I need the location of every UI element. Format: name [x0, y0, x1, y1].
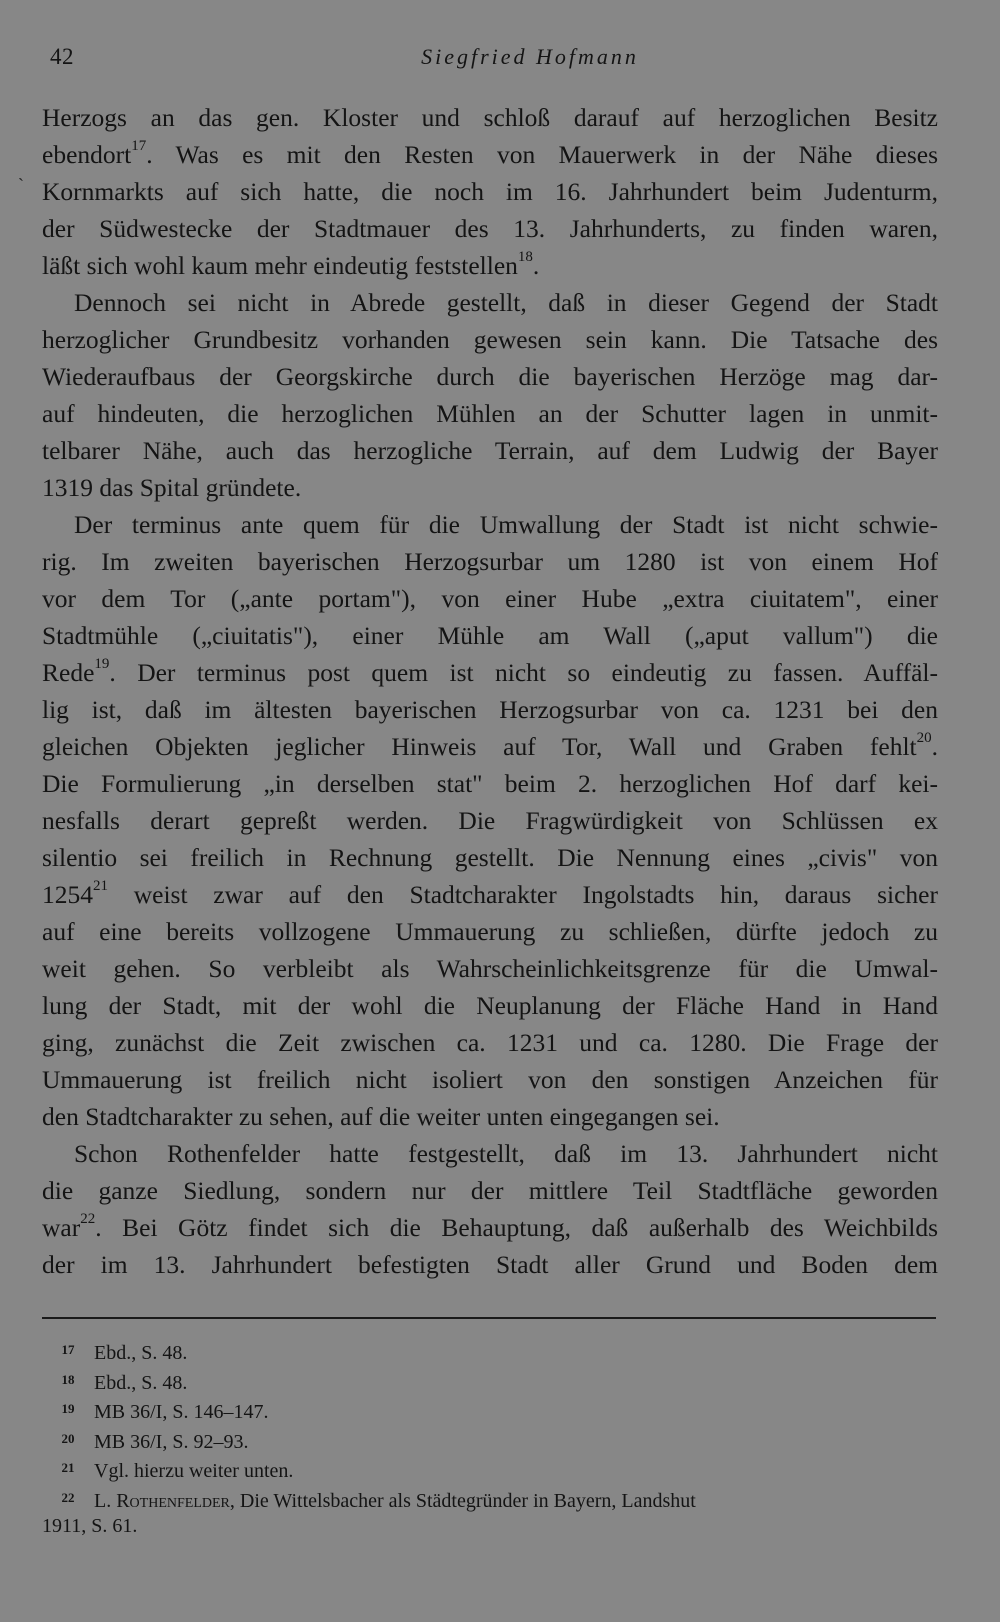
page-header [50, 44, 950, 76]
body-line-text: herzoglicher Grundbesitz vorhanden gewesen sein kann. Die Tatsache des [42, 325, 938, 354]
body-line [42, 802, 938, 839]
body-line [42, 691, 938, 728]
body-text [42, 99, 938, 1283]
body-line [42, 99, 938, 136]
footnote-number: 22 [61, 1489, 75, 1505]
body-line [42, 173, 938, 210]
body-line [42, 839, 938, 876]
body-line [42, 210, 938, 247]
body-line [42, 876, 938, 913]
footnote-continuation: 1911, S. 61. [42, 1515, 138, 1537]
body-line-text: weit gehen. So verbleibt als Wahrscheinlichkeitsgrenze für die Umwal- [42, 954, 938, 983]
body-line-text: der Südwestecke der Stadtmauer des 13. Jahrhunderts, zu finden waren, [42, 214, 938, 243]
body-line [42, 580, 938, 617]
footnote-number: 20 [61, 1430, 75, 1446]
body-line-text: auf hindeuten, die herzoglichen Mühlen an der Schutter lagen in unmit- [42, 399, 938, 428]
body-line-text: den Stadtcharakter zu sehen, auf die weiter unten eingegangen sei. [42, 1102, 720, 1131]
body-line-text: war [42, 1213, 81, 1242]
body-line-text: 1254 [42, 880, 93, 909]
body-line [42, 136, 938, 173]
footnote-reference[interactable]: 17 [131, 137, 147, 154]
body-line [42, 395, 938, 432]
body-line-text: Schon Rothenfelder hatte festgestellt, daß im 13. Jahrhundert nicht [74, 1139, 938, 1168]
footnote-reference[interactable]: 20 [916, 729, 932, 746]
footnote [42, 1367, 938, 1397]
body-line-text: . [532, 251, 540, 280]
body-line-text: . Bei Götz findet sich die Behauptung, daß außerhalb des Weichbilds [95, 1213, 938, 1242]
body-line [42, 543, 938, 580]
body-line-text: Die Formulierung „in derselben stat" beim 2. herzoglichen Hof darf kei- [42, 769, 938, 798]
footnote [42, 1396, 938, 1426]
body-line-text: vor dem Tor („ante portam"), von einer Hube „extra ciuitatem", einer [42, 584, 938, 613]
body-line [42, 247, 938, 284]
body-line [42, 358, 938, 395]
body-line [42, 506, 938, 543]
body-line-text: Stadtmühle („ciuitatis"), einer Mühle am Wall („aput vallum") die [42, 621, 938, 650]
body-line [42, 654, 938, 691]
footnote-number: 21 [61, 1460, 75, 1475]
body-line [42, 284, 938, 321]
body-line-text: nesfalls derart gepreßt werden. Die Fragwürdigkeit von Schlüssen ex [42, 806, 938, 835]
body-line [42, 1024, 938, 1061]
footnote-reference[interactable]: 22 [80, 1210, 96, 1227]
body-line-text: Ummauerung ist freilich nicht isoliert von den sonstigen Anzeichen für [42, 1065, 938, 1094]
body-line-text: auf eine bereits vollzogene Ummauerung zu schließen, dürfte jedoch zu [42, 917, 938, 946]
body-line [42, 1172, 938, 1209]
body-line-text: gleichen Objekten jeglicher Hinweis auf Tor, Wall und Graben fehlt [42, 732, 917, 761]
footnote-number: 18 [61, 1371, 75, 1387]
body-line-text: . [931, 732, 938, 761]
body-line-text: 1319 das Spital gründete. [42, 473, 302, 502]
body-line-text: ebendort [42, 140, 132, 169]
body-line-text: . Der terminus post quem ist nicht so eindeutig zu fassen. Auffäl- [109, 658, 938, 687]
footnote-text: Ebd., S. 48. [94, 1342, 188, 1364]
body-line [42, 1061, 938, 1098]
footnote-text: MB 36/I, S. 92–93. [94, 1430, 249, 1453]
body-line [42, 617, 938, 654]
page-number: 42 [50, 44, 74, 69]
body-line-text: Herzogs an das gen. Kloster und schloß darauf auf herzoglichen Besitz [42, 103, 938, 132]
body-line-text: Der terminus ante quem für die Umwallung der Stadt ist nicht schwie- [74, 510, 938, 539]
footnote-reference[interactable]: 19 [94, 655, 110, 672]
body-line-text: . Was es mit den Resten von Mauerwerk in der Nähe dieses [146, 140, 938, 169]
body-line-text: Rede [42, 658, 95, 687]
body-line-text: weist zwar auf den Stadtcharakter Ingolstadts hin, daraus sicher [108, 880, 938, 909]
footnote-text: MB 36/I, S. 146–147. [94, 1401, 269, 1423]
body-line-text: rig. Im zweiten bayerischen Herzogsurbar um 1280 ist von einem Hof [42, 547, 938, 576]
footnote-list [42, 1337, 938, 1540]
body-line [42, 321, 938, 358]
body-line [42, 1135, 938, 1172]
body-line [42, 950, 938, 987]
footnote-reference[interactable]: 21 [93, 877, 108, 894]
footnote [42, 1455, 938, 1485]
running-head: Siegfried Hofmann [421, 44, 639, 69]
body-line-text: Wiederaufbaus der Georgskirche durch die bayerischen Herzöge mag dar- [42, 362, 938, 391]
body-line-text: die ganze Siedlung, sondern nur der mittlere Teil Stadtfläche geworden [42, 1176, 938, 1205]
footnotes [42, 1337, 938, 1540]
body-line [42, 432, 938, 469]
body-line [42, 1246, 938, 1283]
footnote [42, 1485, 938, 1515]
footnote-author: Rothenfelder [116, 1489, 230, 1512]
footnote [42, 1426, 938, 1456]
footnote [42, 1337, 938, 1367]
body-line-text: lung der Stadt, mit der wohl die Neuplanung der Fläche Hand in Hand [42, 991, 938, 1020]
body-line [42, 469, 938, 506]
body-line [42, 913, 938, 950]
footnote-divider [42, 1317, 936, 1319]
body-line [42, 1209, 938, 1246]
body-line [42, 987, 938, 1024]
footnote-text: , Die Wittelsbacher als Städtegründer in Bayern, Landshut [229, 1489, 696, 1512]
body-line-text: telbarer Nähe, auch das herzogliche Terrain, auf dem Ludwig der Bayer [42, 436, 938, 465]
body-line-text: der im 13. Jahrhundert befestigten Stadt aller Grund und Boden dem [42, 1250, 938, 1279]
body-line-text: silentio sei freilich in Rechnung gestellt. Die Nennung eines „civis" von [42, 843, 938, 872]
body-line-text: läßt sich wohl kaum mehr eindeutig feststellen [42, 251, 518, 280]
body-line [42, 765, 938, 802]
body-line-text: ging, zunächst die Zeit zwischen ca. 1231 und ca. 1280. Die Frage der [42, 1028, 938, 1057]
body-line [42, 1098, 938, 1135]
body-lines [42, 99, 938, 1283]
body-line-text: Kornmarkts auf sich hatte, die noch im 16. Jahrhundert beim Judenturm, [42, 177, 938, 206]
footnote-reference[interactable]: 18 [517, 248, 533, 265]
footnote-text: L. [94, 1489, 117, 1512]
footnote-number: 17 [61, 1342, 75, 1357]
footnote-number: 19 [61, 1401, 75, 1416]
footnote-text: Ebd., S. 48. [94, 1371, 188, 1394]
stray-mark: ` [18, 175, 24, 195]
footnote-text: Vgl. hierzu weiter unten. [94, 1460, 294, 1482]
body-line-text: Dennoch sei nicht in Abrede gestellt, daß in dieser Gegend der Stadt [74, 288, 938, 317]
body-line-text: lig ist, daß im ältesten bayerischen Herzogsurbar von ca. 1231 bei den [42, 695, 938, 724]
body-line [42, 728, 938, 765]
